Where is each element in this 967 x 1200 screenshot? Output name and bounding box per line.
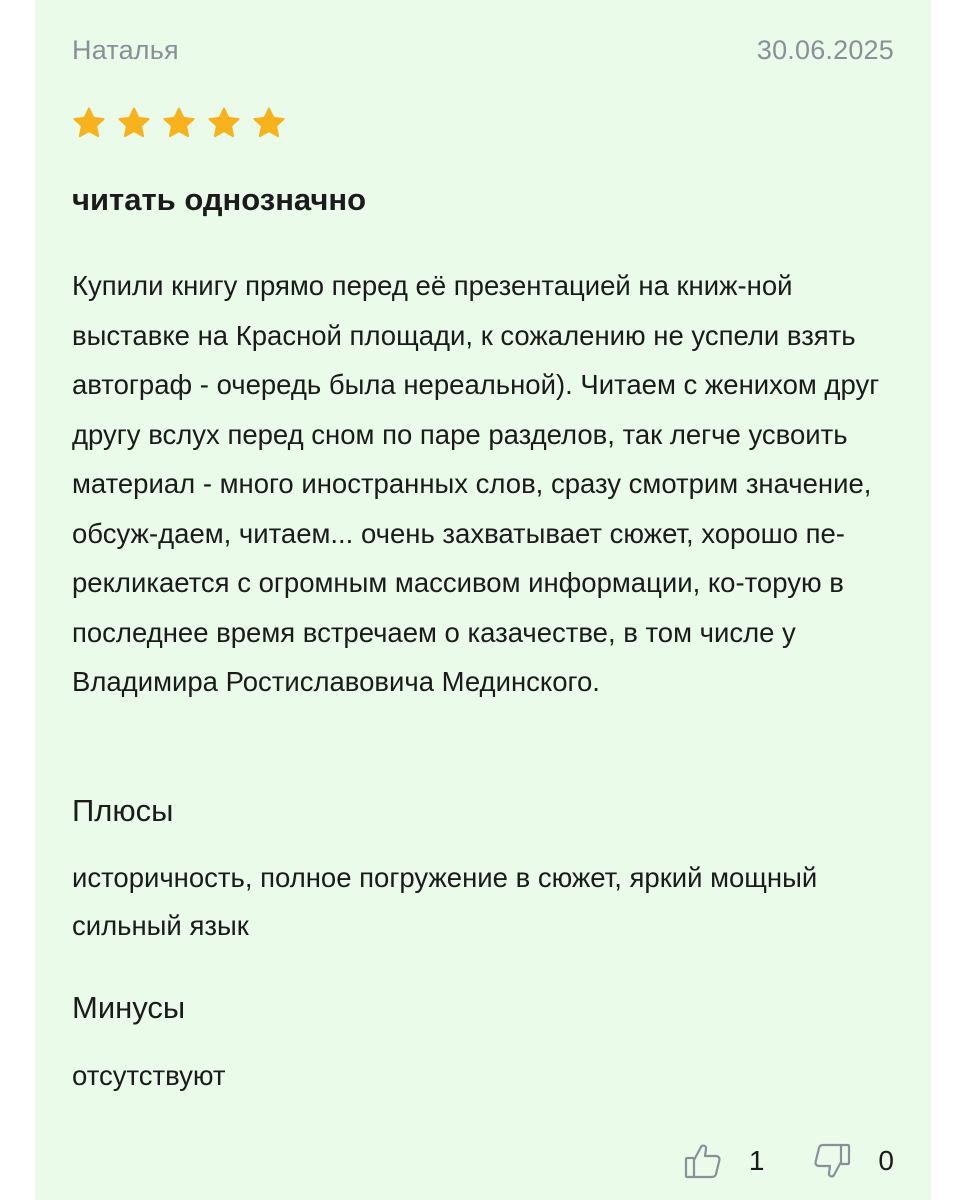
star-icon	[72, 106, 106, 140]
vote-controls	[683, 1138, 894, 1184]
review-date: 30.06.2025	[756, 34, 894, 65]
thumbs-down-icon	[812, 1141, 852, 1181]
review-header	[72, 30, 894, 70]
review-text: Купили книгу прямо перед её презентацией на книж-ной выставке на Красной площади, к сожалению не успели взять автограф - очередь была нереальной). Читаем с женихом друг другу вслух перед сном по паре разделов, так легче усвоить материал - много иностранных слов, сразу смотрим значение, обсуж-даем, читаем... очень захватывает сюжет, хорошо пе-рекликается с огромным массивом информации, ко-торую в последнее время встречаем о казачестве, в том числе у Владимира Ростиславовича Мединского.	[72, 270, 880, 697]
like-button[interactable]	[683, 1141, 765, 1181]
like-count: 1	[748, 1145, 765, 1176]
thumbs-up-icon	[683, 1141, 723, 1181]
pros-heading: Плюсы	[72, 793, 174, 828]
star-icon	[207, 106, 241, 140]
rating-stars	[72, 106, 286, 140]
review-author: Наталья	[72, 34, 179, 65]
star-icon	[162, 106, 196, 140]
star-icon	[252, 106, 286, 140]
dislike-count: 0	[878, 1145, 894, 1176]
dislike-button[interactable]	[812, 1141, 894, 1181]
review-title: читать однозначно	[72, 182, 367, 217]
review-card	[35, 0, 931, 1200]
cons-text: отсутствуют	[72, 1060, 226, 1091]
star-icon	[117, 106, 151, 140]
cons-heading: Минусы	[72, 990, 186, 1025]
pros-text: историчность, полное погружение в сюжет, яркий мощный сильный язык	[72, 862, 818, 941]
